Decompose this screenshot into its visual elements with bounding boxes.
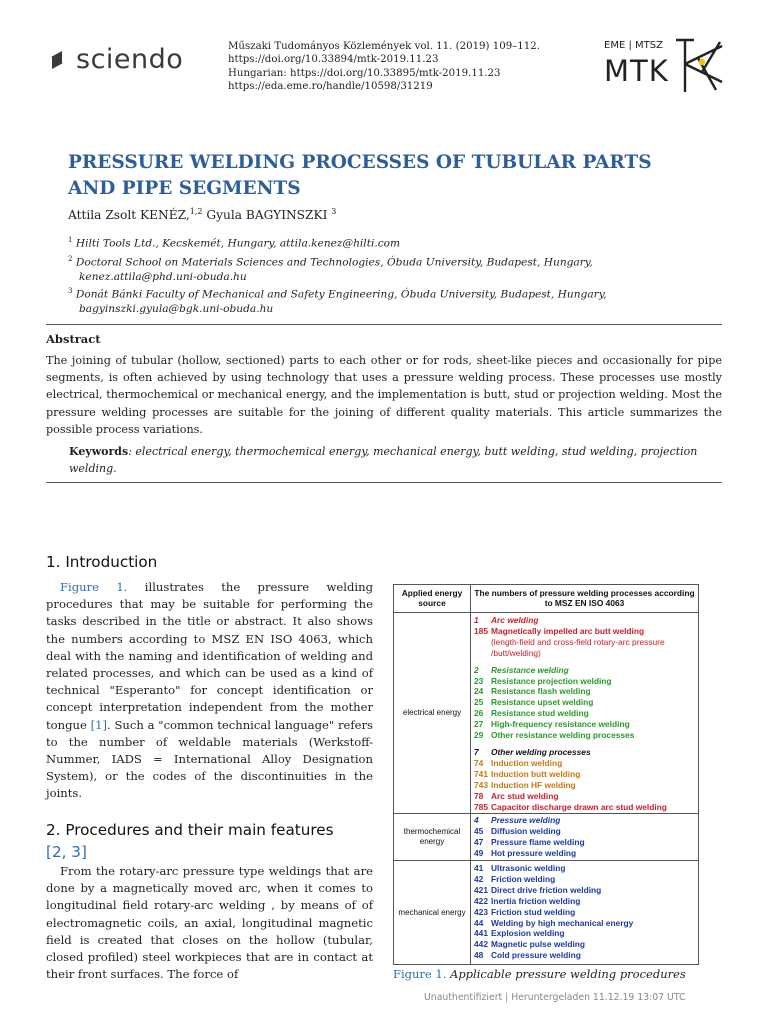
process-row — [474, 874, 696, 885]
handle-link[interactable]: https://eda.eme.ro/handle/10598/31219 — [228, 81, 433, 93]
process-name: Cold pressure welding — [491, 950, 581, 961]
process-number: 45 — [474, 825, 484, 836]
process-number: 25 — [474, 697, 484, 708]
mtk-small-text: EME | MTSZ — [604, 40, 663, 51]
abstract-bottom-rule — [46, 482, 722, 483]
process-name: Other resistance welding processes — [491, 730, 635, 741]
sciendo-s-icon — [46, 45, 68, 75]
affil-email: kenez.attila@phd.uni-obuda.hu — [79, 270, 247, 283]
affil-sup: 1 — [68, 236, 73, 244]
journal-info — [228, 40, 540, 94]
process-number: 44 — [474, 917, 484, 928]
process-row — [474, 928, 696, 939]
process-row — [474, 815, 696, 826]
figure-1-table — [393, 584, 699, 965]
process-number: 423 — [474, 906, 488, 917]
journal-citation: Műszaki Tudományos Közlemények vol. 11. (2019) 109–112. — [228, 41, 540, 52]
source-thermochemical: thermochemical energy — [394, 814, 471, 861]
mtk-big-text: MTK — [604, 54, 669, 88]
cite-sep: , — [61, 843, 72, 861]
author-1-sup: 1,2 — [189, 207, 203, 216]
process-name: /butt/welding) — [491, 647, 541, 658]
affil-text: Donát Bánki Faculty of Mechanical and Safety Engineering, Óbuda University, Budapest, Hungary, — [72, 288, 607, 301]
process-number: 74 — [474, 757, 484, 768]
process-name: Other welding processes — [491, 746, 591, 757]
process-number: 41 — [474, 863, 484, 873]
process-number: 26 — [474, 708, 484, 719]
download-footer: Unauthentifiziert | Heruntergeladen 11.12.19 13:07 UTC — [424, 992, 686, 1003]
section-1-paragraph — [46, 579, 373, 803]
process-name: Friction stud welding — [491, 906, 576, 917]
process-row — [474, 885, 696, 896]
sciendo-logo — [46, 44, 183, 75]
cite-bracket: [ — [46, 843, 52, 861]
title-line-1: PRESSURE WELDING PROCESSES OF TUBULAR PARTS — [68, 152, 652, 173]
section-1-heading: 1. Introduction — [46, 553, 158, 571]
process-name: Ultrasonic welding — [491, 863, 566, 873]
process-name: Inertia friction welding — [491, 895, 581, 906]
process-name: High-frequency resistance welding — [491, 719, 630, 730]
process-name: Diffusion welding — [491, 825, 561, 836]
process-row — [474, 769, 696, 780]
affil-email: bagyinszki.gyula@bgk.uni-obuda.hu — [79, 302, 274, 315]
process-name: Resistance projection welding — [491, 675, 612, 686]
section-2-title: 2. Procedures and their main features — [46, 821, 334, 839]
process-name: Capacitor discharge drawn arc stud welding — [491, 801, 667, 812]
process-number: 29 — [474, 730, 484, 741]
process-number: 1 — [474, 615, 479, 625]
process-number: 7 — [474, 746, 479, 757]
process-row — [474, 918, 696, 929]
process-number: 48 — [474, 950, 484, 961]
process-name: Arc stud welding — [491, 790, 559, 801]
para-text: . Such a "common technical language" refers to the number of weldable materials (Werkstoff-Nummer, IADS = International Alloy Designation System), or the codes of the discontinuities in the joints. — [46, 717, 374, 801]
mtk-logo — [604, 36, 728, 96]
process-number: 785 — [474, 801, 488, 812]
process-number: 27 — [474, 719, 484, 730]
header-process-numbers: The numbers of pressure welding processes according to MSZ EN ISO 4063 — [471, 585, 698, 613]
process-name: Arc welding — [491, 615, 539, 625]
process-name: (length-field and cross-field rotary-arc pressure — [491, 636, 665, 647]
process-name: Explosion welding — [491, 928, 565, 939]
process-number: 421 — [474, 884, 488, 895]
process-number: 78 — [474, 790, 484, 801]
affil-sup: 2 — [68, 255, 73, 263]
doi-hungarian-link[interactable]: Hungarian: https://doi.org/10.33895/mtk-2019.11.23 — [228, 67, 501, 79]
process-number: 185 — [474, 625, 488, 636]
row-divider — [471, 860, 698, 861]
section-2-paragraph: From the rotary-arc pressure type weldings that are done by a magnetically moved arc, when it comes to longitudinal field rotary-arc welding , by means of of electromagnetic coils, an axial, longitudinal magnetic field is created that closes on the hollow (tubular, closed profiled) steel workpieces that are in contact at their front surfaces. The force of — [46, 864, 373, 982]
process-name: Pressure welding — [491, 815, 561, 825]
keywords-label: Keywords — [69, 445, 129, 458]
process-name: Induction HF welding — [491, 779, 576, 790]
process-name: Welding by high mechanical energy — [491, 917, 634, 928]
row-divider — [471, 813, 698, 814]
thermochemical-process-list — [474, 815, 696, 859]
mechanical-process-list — [474, 863, 696, 961]
process-name: Resistance welding — [491, 664, 569, 675]
abstract-heading: Abstract — [46, 332, 101, 346]
affil-text: Doctoral School on Materials Sciences and Technologies, Óbuda University, Budapest, Hungary, — [72, 256, 593, 269]
process-row — [474, 826, 696, 837]
logo-text: sciendo — [76, 44, 184, 75]
title-line-2: AND PIPE SEGMENTS — [68, 178, 301, 199]
process-row — [474, 907, 696, 918]
process-row — [474, 697, 696, 708]
process-row — [474, 950, 696, 961]
process-row — [474, 615, 696, 626]
process-number: 422 — [474, 895, 488, 906]
process-name: Induction welding — [491, 757, 563, 768]
author-1: Attila Zsolt KENÉZ, — [68, 208, 190, 223]
affiliation-3 — [68, 284, 648, 316]
affiliation-1 — [68, 233, 648, 251]
affiliation-2 — [68, 252, 648, 284]
process-row — [474, 802, 696, 813]
process-row — [474, 896, 696, 907]
process-row — [474, 686, 696, 697]
process-row — [474, 791, 696, 802]
process-number: 743 — [474, 779, 488, 790]
article-title — [68, 150, 668, 202]
cite-bracket: ] — [80, 843, 87, 861]
process-number: 47 — [474, 836, 484, 847]
process-name: Resistance flash welding — [491, 686, 591, 697]
process-row — [474, 637, 696, 648]
process-name: Resistance stud welding — [491, 708, 589, 719]
process-name: Friction welding — [491, 873, 556, 884]
caption-text: Applicable pressure welding procedures — [446, 967, 686, 981]
process-name: Induction butt welding — [491, 768, 581, 779]
process-number: 4 — [474, 815, 479, 825]
process-row — [474, 747, 696, 758]
keywords-text: : electrical energy, thermochemical energy, mechanical energy, butt welding, stud welding, projection welding. — [69, 445, 698, 475]
process-number: 741 — [474, 768, 488, 779]
citation-2[interactable]: 2 — [51, 843, 62, 861]
process-number: 441 — [474, 928, 488, 939]
abstract-body: The joining of tubular (hollow, sectioned) parts to each other or for rods, sheet-like pieces and occasionally for pipe segments, is often achieved by using technology that uses a pressure welding process. These processes use mostly electrical, thermochemical or mechanical energy, and the implementation is butt, stud or projection welding. Most the pressure welding processes are suitable for the joining of different quality materials. This article summarizes the possible process variations. — [46, 354, 722, 436]
process-row — [474, 665, 696, 676]
electrical-process-list — [474, 615, 696, 812]
mtk-logo-icon — [672, 36, 728, 96]
process-name: Resistance upset welding — [491, 697, 594, 708]
doi-link[interactable]: https://doi.org/10.33894/mtk-2019.11.23 — [228, 54, 439, 66]
source-electrical: electrical energy — [394, 613, 471, 814]
process-row — [474, 758, 696, 769]
process-row — [474, 676, 696, 687]
process-name: Magnetically impelled arc butt welding — [491, 625, 645, 636]
authors — [68, 207, 336, 222]
process-name: Hot pressure welding — [491, 847, 577, 858]
abstract-top-rule — [46, 324, 722, 325]
process-number: 442 — [474, 939, 488, 950]
section-2-heading — [46, 819, 334, 863]
process-row — [474, 863, 696, 874]
process-row — [474, 848, 696, 859]
process-number: 23 — [474, 675, 484, 686]
process-number: 2 — [474, 664, 479, 675]
process-name: Direct drive friction welding — [491, 884, 602, 895]
author-2: Gyula BAGYINSZKI — [202, 208, 332, 223]
citation-1[interactable]: [1] — [90, 717, 108, 732]
process-number: 42 — [474, 873, 484, 884]
process-name: Magnetic pulse welding — [491, 939, 585, 950]
process-row — [474, 780, 696, 791]
author-2-sup: 3 — [331, 207, 337, 216]
process-row — [474, 939, 696, 950]
process-row — [474, 719, 696, 730]
citation-3[interactable]: 3 — [71, 843, 81, 861]
process-row — [474, 837, 696, 848]
process-row — [474, 626, 696, 637]
affil-sup: 3 — [68, 287, 73, 295]
caption-label: Figure 1. — [393, 967, 447, 981]
process-name: Pressure flame welding — [491, 836, 585, 847]
process-row — [474, 708, 696, 719]
process-number: 24 — [474, 686, 484, 697]
figure-1-ref[interactable]: Figure 1. — [60, 580, 128, 594]
para-text: illustrates the pressure welding procedures that may be suitable for performing the tasks described in the title or abstract. It also shows the numbers according to MSZ EN ISO 4063, which deal with the naming and identification of welding and related processes, and which can be used as a kind of technical "Esperanto" for concept identification or concept interpretation independent from the mother tongue — [46, 580, 373, 732]
figure-1-caption — [393, 967, 686, 981]
process-number: 49 — [474, 847, 484, 858]
affil-text: Hilti Tools Ltd., Kecskemét, Hungary, attila.kenez@hilti.com — [72, 237, 401, 250]
keywords — [69, 443, 709, 477]
process-row — [474, 730, 696, 741]
source-mechanical: mechanical energy — [394, 861, 471, 964]
header-energy-source: Applied energy source — [394, 585, 471, 613]
process-row — [474, 648, 696, 659]
